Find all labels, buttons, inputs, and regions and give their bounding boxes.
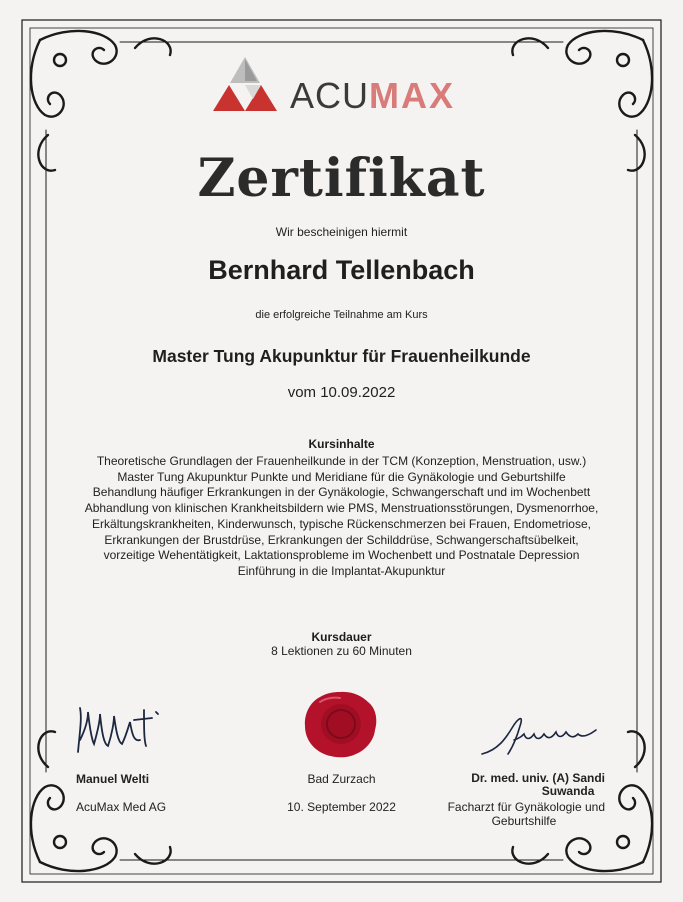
footer-date: 10. September 2022 <box>287 800 396 814</box>
logo-acu: ACU <box>290 75 370 116</box>
duration-text: 8 Lektionen zu 60 Minuten <box>271 644 412 658</box>
certificate-title: Zertifikat <box>197 148 486 209</box>
intro-text: Wir bescheinigen hiermit <box>275 225 408 239</box>
contents-heading: Kursinhalte <box>308 437 375 451</box>
wax-seal <box>300 688 380 760</box>
course-title: Master Tung Akupunktur für Frauenheilkunde <box>152 346 531 366</box>
footer-place: Bad Zurzach <box>307 772 376 786</box>
contents-line: vorzeitige Wehentätigkeit, Laktationsprobleme im Wochenbett und Postnatale Depression <box>103 548 580 563</box>
course-date: vom 10.09.2022 <box>287 384 396 401</box>
logo-wordmark <box>290 75 455 117</box>
acumax-logo <box>205 55 495 115</box>
contents-line: Master Tung Akupunktur Punkte und Meridiane für die Gynäkologie und Geburtshilfe <box>117 469 566 484</box>
right-signatory-name-line1: Dr. med. univ. (A) Sandi <box>471 771 605 785</box>
duration-heading: Kursdauer <box>311 630 372 644</box>
course-contents <box>0 437 683 580</box>
course-duration <box>0 630 683 658</box>
signature-right <box>478 708 603 763</box>
contents-line: Abhandlung von klinischen Krankheitsbildern wie PMS, Menstruationsstörungen, Dysmenorrhoe, <box>84 501 599 516</box>
contents-line: Erkältungskrankheiten, Kinderwunsch, typische Rückenschmerzen bei Frauen, Endometriose, <box>92 516 591 531</box>
left-signatory-name: Manuel Welti <box>76 772 150 786</box>
right-signatory-name-line2: Suwanda <box>541 784 595 798</box>
logo-triangles-icon <box>205 55 285 115</box>
right-signatory-role-line1: Facharzt für Gynäkologie und <box>447 800 605 814</box>
contents-line: Einführung in die Implantat-Akupunktur <box>237 563 446 578</box>
participation-text: die erfolgreiche Teilnahme am Kurs <box>255 309 428 321</box>
right-signatory-name <box>471 772 605 798</box>
signature-left <box>70 700 165 765</box>
logo-max: MAX <box>369 75 456 116</box>
contents-line: Behandlung häufiger Erkrankungen in der Gynäkologie, Schwangerschaft und im Wochenbett <box>92 485 591 500</box>
right-signatory-role <box>448 800 605 828</box>
contents-line: Theoretische Grundlagen der Frauenheilkunde in der TCM (Konzeption, Menstruation, usw.) <box>96 454 587 468</box>
left-signatory-org: AcuMax Med AG <box>76 800 167 814</box>
recipient-name: Bernhard Tellenbach <box>208 255 475 285</box>
contents-line: Erkrankungen der Brustdrüse, Erkrankungen der Schilddrüse, Schwangerschaftsübelkeit, <box>104 532 579 547</box>
right-signatory-role-line2: Geburtshilfe <box>491 814 557 828</box>
